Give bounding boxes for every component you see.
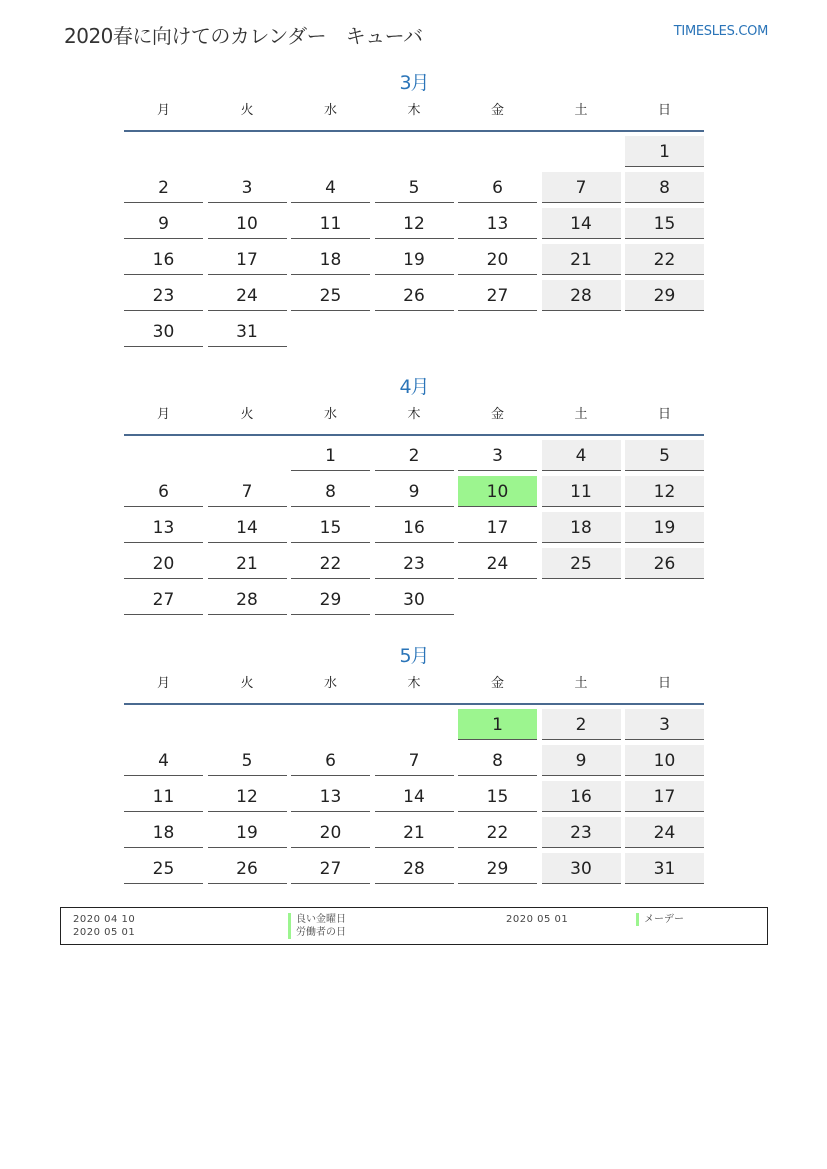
day-cell: 11 [124, 781, 203, 812]
empty-cell [208, 136, 287, 167]
day-cell: 29 [458, 853, 537, 884]
empty-cell [542, 584, 621, 615]
day-cell: 7 [542, 172, 621, 203]
day-cell: 26 [375, 280, 454, 311]
day-cell: 6 [291, 745, 370, 776]
day-cell: 29 [625, 280, 704, 311]
day-cell: 3 [208, 172, 287, 203]
day-cell: 9 [124, 208, 203, 239]
day-cell: 11 [291, 208, 370, 239]
weekday-label: 木 [407, 407, 421, 422]
day-cell: 16 [124, 244, 203, 275]
day-cell: 3 [625, 709, 704, 740]
week-row [124, 440, 704, 476]
week-row [124, 853, 704, 889]
empty-cell [542, 316, 621, 347]
weekday-label: 土 [574, 676, 588, 691]
day-cell: 5 [208, 745, 287, 776]
day-cell: 13 [458, 208, 537, 239]
weekday-label: 水 [323, 407, 337, 422]
empty-cell [291, 136, 370, 167]
day-cell: 4 [542, 440, 621, 471]
day-cell: 9 [375, 476, 454, 507]
day-cell: 13 [124, 512, 203, 543]
empty-cell [458, 584, 537, 615]
empty-cell [458, 316, 537, 347]
day-cell: 30 [542, 853, 621, 884]
day-cell: 25 [124, 853, 203, 884]
day-cell: 7 [208, 476, 287, 507]
site-link[interactable]: TIMESLES.COM [673, 24, 768, 39]
week-row [124, 548, 704, 584]
weekday-label: 金 [490, 407, 504, 422]
empty-cell [625, 316, 704, 347]
week-row [124, 172, 704, 208]
day-cell: 31 [208, 316, 287, 347]
legend-date: 2020 05 01 [506, 914, 569, 925]
day-cell: 9 [542, 745, 621, 776]
day-cell: 29 [291, 584, 370, 615]
empty-cell [542, 136, 621, 167]
day-cell: 5 [375, 172, 454, 203]
legend-date: 2020 04 10 [73, 914, 136, 925]
legend-holiday-name: 労働者の日 [288, 926, 346, 939]
day-cell: 19 [375, 244, 454, 275]
empty-cell [124, 440, 203, 471]
empty-cell [375, 136, 454, 167]
week-row [124, 136, 704, 172]
day-cell: 15 [625, 208, 704, 239]
day-cell: 28 [542, 280, 621, 311]
week-row [124, 208, 704, 244]
weekday-label: 木 [407, 676, 421, 691]
empty-cell [291, 316, 370, 347]
day-cell: 26 [625, 548, 704, 579]
day-cell: 25 [542, 548, 621, 579]
day-cell: 19 [625, 512, 704, 543]
day-cell: 31 [625, 853, 704, 884]
day-cell: 24 [208, 280, 287, 311]
day-cell: 1 [291, 440, 370, 471]
holiday-legend [60, 907, 768, 945]
week-row [124, 476, 704, 512]
day-cell: 5 [625, 440, 704, 471]
day-cell: 22 [291, 548, 370, 579]
day-cell: 24 [458, 548, 537, 579]
weekday-label: 火 [240, 676, 254, 691]
day-cell: 8 [291, 476, 370, 507]
weekday-label: 月 [156, 676, 170, 691]
day-cell: 8 [625, 172, 704, 203]
legend-date: 2020 05 01 [73, 927, 136, 938]
day-cell: 30 [375, 584, 454, 615]
weekday-label: 金 [490, 676, 504, 691]
week-row [124, 709, 704, 745]
month-title: 5月 [399, 645, 429, 667]
day-cell: 27 [291, 853, 370, 884]
empty-cell [375, 709, 454, 740]
day-cell: 23 [542, 817, 621, 848]
weekday-label: 木 [407, 103, 421, 118]
day-cell: 17 [458, 512, 537, 543]
weekday-label: 月 [156, 407, 170, 422]
day-cell: 7 [375, 745, 454, 776]
empty-cell [625, 584, 704, 615]
day-grid [124, 709, 704, 889]
empty-cell [208, 440, 287, 471]
week-row [124, 817, 704, 853]
day-cell: 18 [124, 817, 203, 848]
weekday-label: 金 [490, 103, 504, 118]
day-cell: 12 [375, 208, 454, 239]
weekday-header [124, 98, 704, 132]
day-cell: 14 [208, 512, 287, 543]
day-cell: 16 [542, 781, 621, 812]
day-cell: 2 [542, 709, 621, 740]
day-cell: 26 [208, 853, 287, 884]
weekday-label: 土 [574, 407, 588, 422]
day-cell: 20 [458, 244, 537, 275]
day-cell: 13 [291, 781, 370, 812]
holiday-cell: 1 [458, 709, 537, 740]
day-grid [124, 440, 704, 620]
day-cell: 18 [291, 244, 370, 275]
month-may [124, 641, 704, 889]
month-title: 3月 [399, 72, 429, 94]
legend-holiday-name: 良い金曜日 [288, 913, 346, 926]
day-cell: 21 [375, 817, 454, 848]
weekday-header [124, 671, 704, 705]
weekday-label: 土 [574, 103, 588, 118]
day-cell: 8 [458, 745, 537, 776]
day-cell: 14 [542, 208, 621, 239]
page-header [64, 18, 768, 50]
day-cell: 20 [291, 817, 370, 848]
day-cell: 10 [625, 745, 704, 776]
weekday-header [124, 402, 704, 436]
weekday-label: 火 [240, 407, 254, 422]
empty-cell [375, 316, 454, 347]
day-cell: 12 [208, 781, 287, 812]
day-cell: 10 [208, 208, 287, 239]
day-cell: 3 [458, 440, 537, 471]
weekday-label: 水 [323, 676, 337, 691]
day-cell: 6 [458, 172, 537, 203]
day-cell: 23 [375, 548, 454, 579]
day-cell: 21 [208, 548, 287, 579]
weekday-label: 月 [156, 103, 170, 118]
week-row [124, 584, 704, 620]
day-cell: 22 [458, 817, 537, 848]
day-cell: 21 [542, 244, 621, 275]
day-cell: 2 [375, 440, 454, 471]
day-cell: 27 [124, 584, 203, 615]
day-cell: 30 [124, 316, 203, 347]
day-cell: 18 [542, 512, 621, 543]
month-march [124, 68, 704, 352]
weekday-label: 日 [657, 676, 671, 691]
day-cell: 28 [208, 584, 287, 615]
day-cell: 25 [291, 280, 370, 311]
day-cell: 23 [124, 280, 203, 311]
empty-cell [208, 709, 287, 740]
day-cell: 19 [208, 817, 287, 848]
weekday-label: 日 [657, 103, 671, 118]
weekday-label: 火 [240, 103, 254, 118]
empty-cell [291, 709, 370, 740]
empty-cell [124, 136, 203, 167]
day-cell: 16 [375, 512, 454, 543]
day-cell: 12 [625, 476, 704, 507]
week-row [124, 745, 704, 781]
day-cell: 11 [542, 476, 621, 507]
month-title: 4月 [399, 376, 429, 398]
weekday-label: 日 [657, 407, 671, 422]
day-cell: 20 [124, 548, 203, 579]
week-row [124, 512, 704, 548]
empty-cell [124, 709, 203, 740]
day-cell: 28 [375, 853, 454, 884]
empty-cell [458, 136, 537, 167]
page-title: 2020春に向けてのカレンダー キューバ [64, 24, 423, 48]
week-row [124, 280, 704, 316]
day-grid [124, 136, 704, 352]
day-cell: 4 [124, 745, 203, 776]
day-cell: 17 [208, 244, 287, 275]
month-april [124, 372, 704, 620]
weekday-label: 水 [323, 103, 337, 118]
day-cell: 22 [625, 244, 704, 275]
day-cell: 24 [625, 817, 704, 848]
day-cell: 15 [291, 512, 370, 543]
week-row [124, 316, 704, 352]
holiday-cell: 10 [458, 476, 537, 507]
day-cell: 27 [458, 280, 537, 311]
week-row [124, 781, 704, 817]
legend-holiday-name: メーデー [636, 913, 684, 926]
day-cell: 17 [625, 781, 704, 812]
day-cell: 15 [458, 781, 537, 812]
week-row [124, 244, 704, 280]
day-cell: 2 [124, 172, 203, 203]
day-cell: 6 [124, 476, 203, 507]
day-cell: 14 [375, 781, 454, 812]
day-cell: 1 [625, 136, 704, 167]
day-cell: 4 [291, 172, 370, 203]
